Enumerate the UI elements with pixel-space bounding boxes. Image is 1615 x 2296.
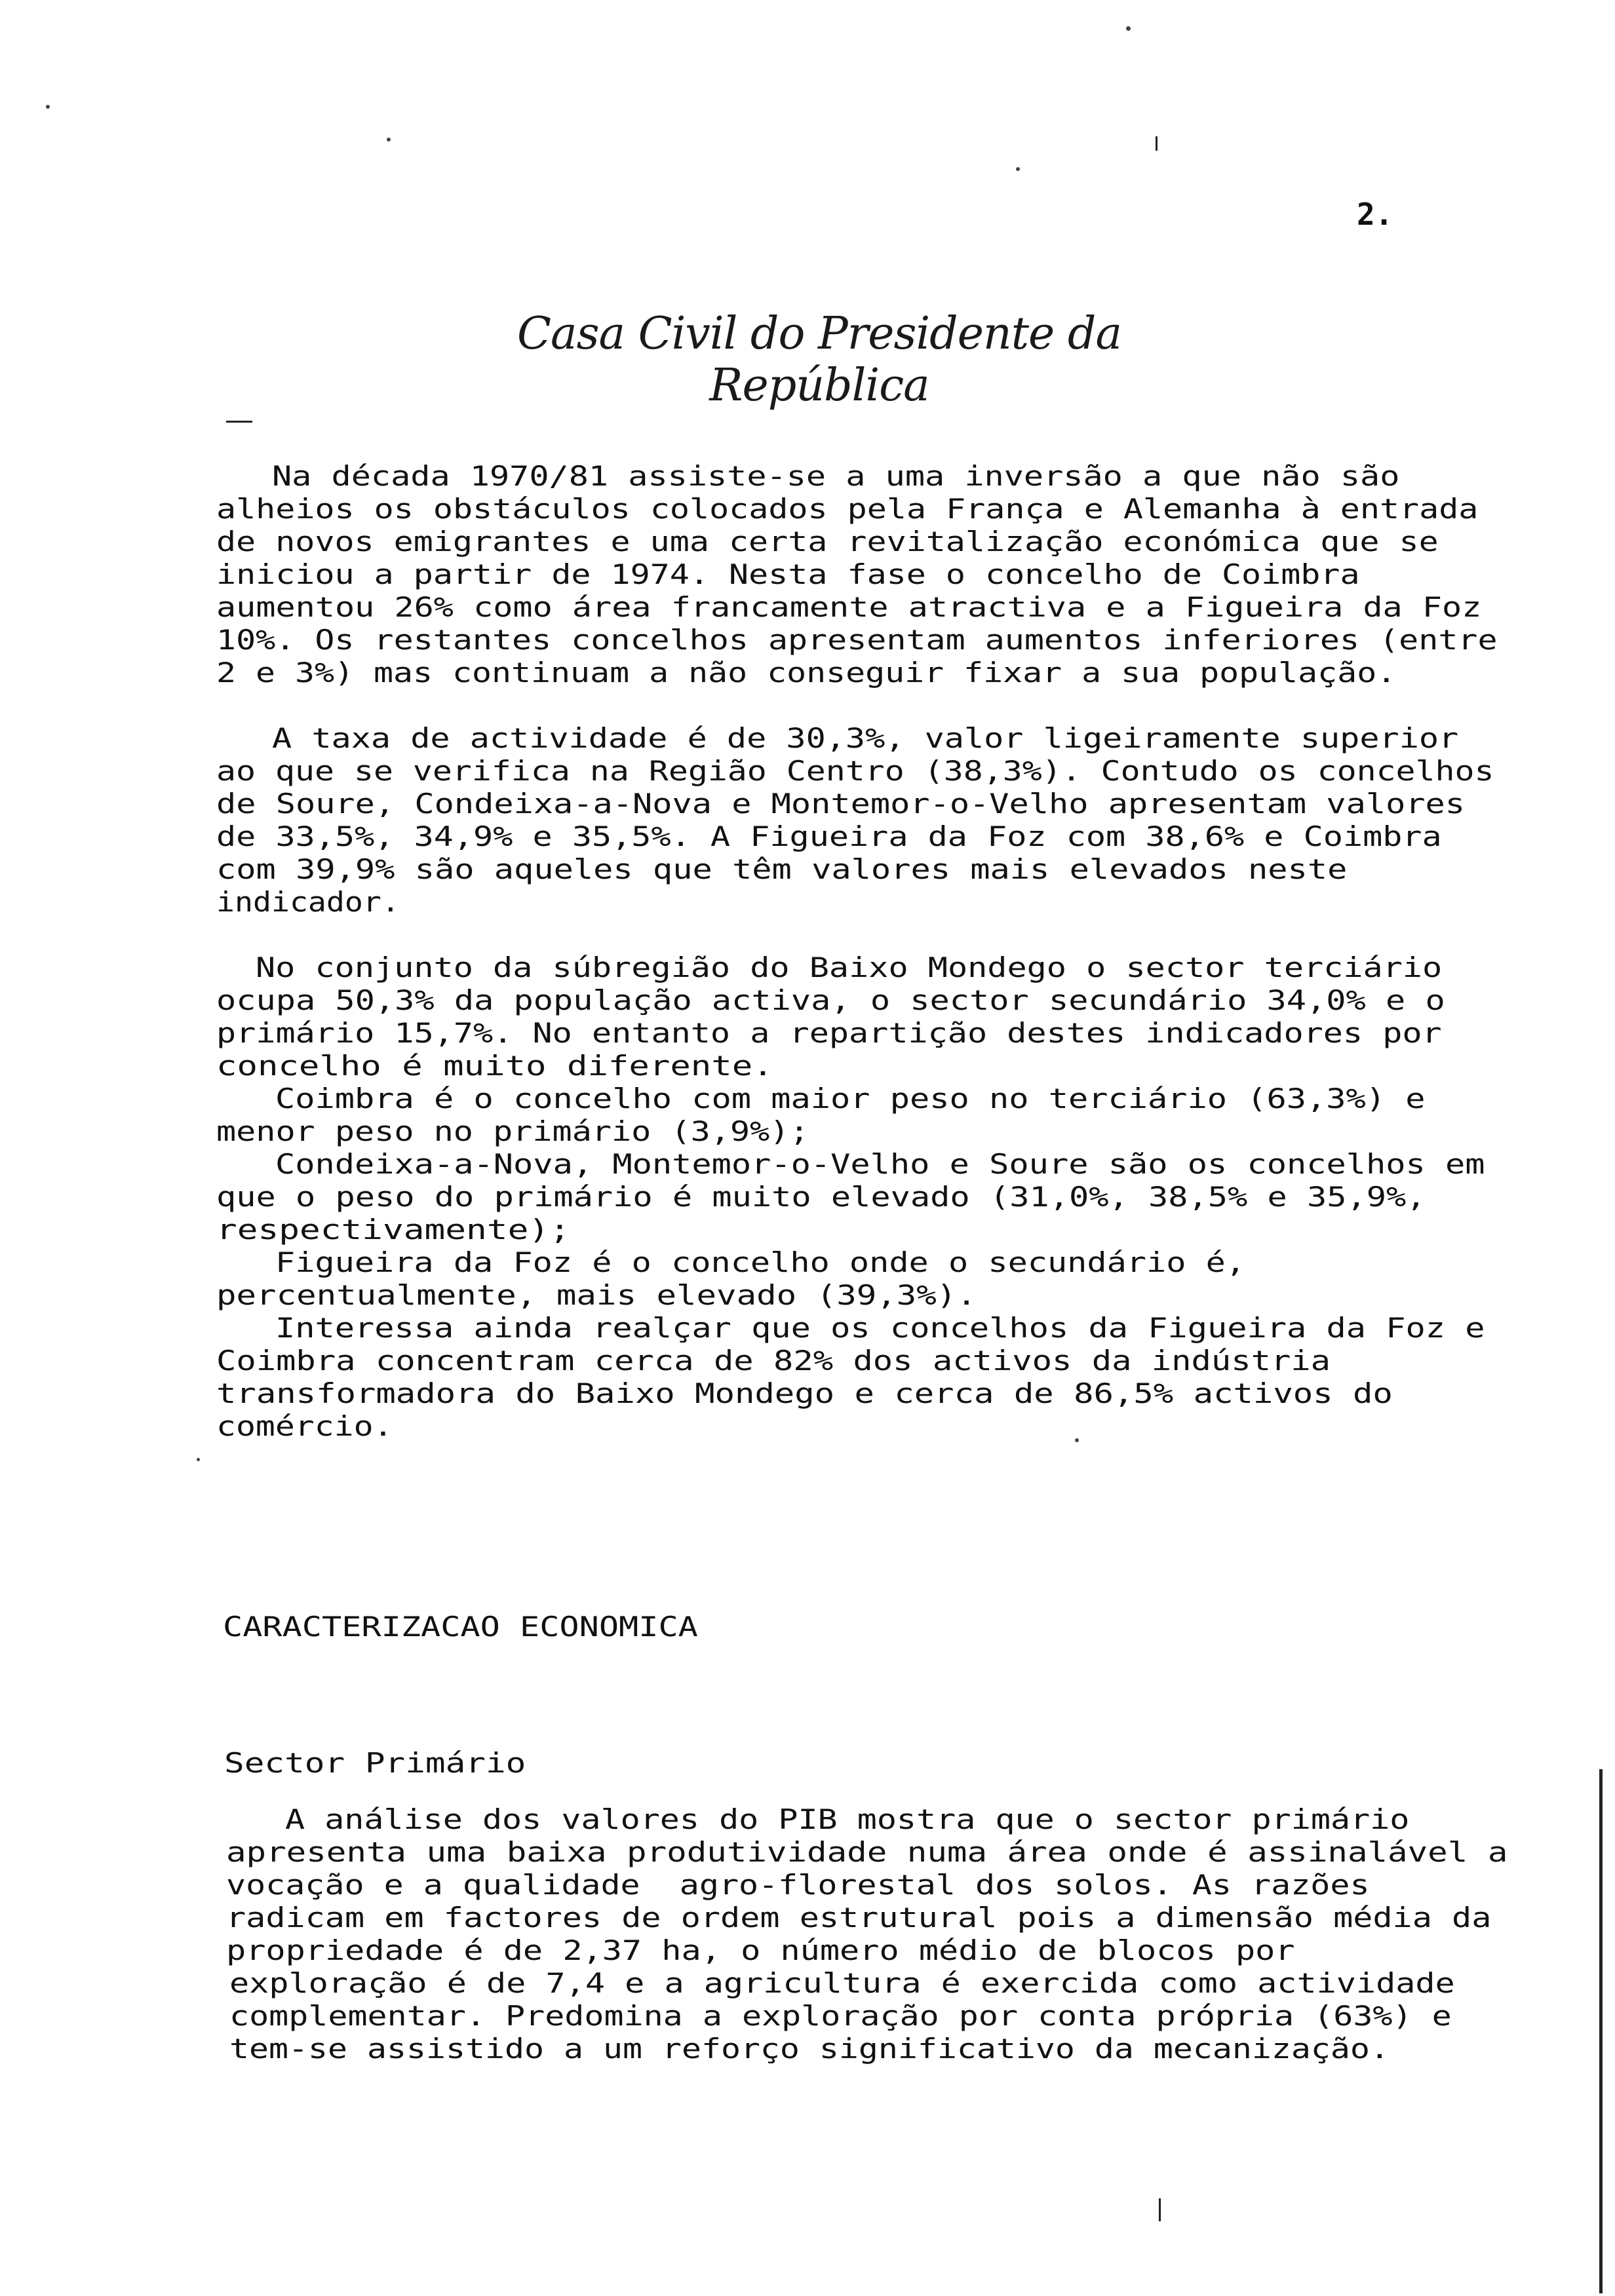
text-line: Coimbra concentram cerca de 82% dos activos da indústria [216,1345,1331,1377]
text-line: A análise dos valores do PIB mostra que o sector primário [285,1803,1410,1835]
text-line: Coimbra é o concelho com maior peso no terciário (63,3%) e [275,1082,1426,1115]
text-line: comércio. [216,1410,393,1442]
text-line: exploração é de 7,4 e a agricultura é exercida como actividade [229,1967,1455,1999]
text-line: aumentou 26% como área francamente atractiva e a Figueira da Foz [216,591,1482,623]
text-line: primário 15,7%. No entanto a repartição destes indicadores por [216,1017,1442,1049]
text-line: percentualmente, mais elevado (39,3%). [216,1279,977,1311]
scan-speck [46,105,50,109]
text-line: tem-se assistido a um reforço significativo da mecanização. [229,2033,1390,2065]
subsection-heading: Sector Primário [224,1747,526,1779]
text-line: que o peso do primário é muito elevado (31,0%, 38,5% e 35,9%, [216,1181,1426,1213]
scan-speck [1075,1438,1079,1442]
text-line: indicador. [216,886,400,918]
section-heading: CARACTERIZACAO ECONOMICA [223,1611,698,1643]
text-line: iniciou a partir de 1974. Nesta fase o concelho de Coimbra [216,558,1360,590]
text-line: 10%. Os restantes concelhos apresentam aumentos inferiores (entre [216,624,1498,656]
text-line: ao que se verifica na Região Centro (38,3%). Contudo os concelhos [216,755,1494,787]
text-line: Na década 1970/81 assiste-se a uma inversão a que não são [272,460,1400,492]
text-line: Interessa ainda realçar que os concelhos da Figueira da Foz e [275,1312,1485,1344]
margin-dash [226,421,252,423]
text-line: complementar. Predomina a exploração por conta própria (63%) e [229,2000,1452,2032]
page-edge-shadow [1599,1769,1603,2293]
text-line: ocupa 50,3% da população activa, o sector secundário 34,0% e o [216,984,1445,1016]
text-line: alheios os obstáculos colocados pela França e Alemanha à entrada [216,493,1479,525]
text-line: de 33,5%, 34,9% e 35,5%. A Figueira da Foz com 38,6% e Coimbra [216,820,1442,852]
scan-speck [1016,167,1020,171]
text-line: apresenta uma baixa produtividade numa área onde é assinalável a [226,1836,1508,1868]
text-line: com 39,9% são aqueles que têm valores mais elevados neste [216,853,1348,885]
text-line: radicam em factores de ordem estrutural pois a dimensão média da [226,1902,1492,1934]
text-line: de Soure, Condeixa-a-Nova e Montemor-o-Velho apresentam valores [216,788,1466,820]
scan-speck [197,1458,200,1461]
text-line: concelho é muito diferente. [216,1050,773,1082]
scan-mark [1156,136,1158,151]
scan-speck [1126,26,1131,31]
text-line: respectivamente); [216,1214,570,1246]
text-line: propriedade é de 2,37 ha, o número médio de blocos por [226,1934,1295,1966]
page-number: 2. [1357,197,1393,232]
letterhead: Casa Civil do Presidente da República [517,308,1121,411]
text-line: Figueira da Foz é o concelho onde o secundário é, [275,1246,1246,1278]
text-line: vocação e a qualidade agro-florestal dos solos. As razões [226,1869,1370,1901]
text-line: transformadora do Baixo Mondego e cerca de 86,5% activos do [216,1377,1393,1409]
text-line: A taxa de actividade é de 30,3%, valor ligeiramente superior [272,722,1459,754]
text-line: menor peso no primário (3,9%); [216,1115,809,1147]
scan-mark [1159,2198,1161,2221]
text-line: Condeixa-a-Nova, Montemor-o-Velho e Soure são os concelhos em [275,1148,1485,1180]
text-line: No conjunto da súbregião do Baixo Mondego o sector terciário [256,951,1443,984]
scan-speck [387,138,391,142]
text-line: de novos emigrantes e uma certa revitalização económica que se [216,526,1439,558]
text-line: 2 e 3%) mas continuam a não conseguir fixar a sua população. [216,657,1397,689]
